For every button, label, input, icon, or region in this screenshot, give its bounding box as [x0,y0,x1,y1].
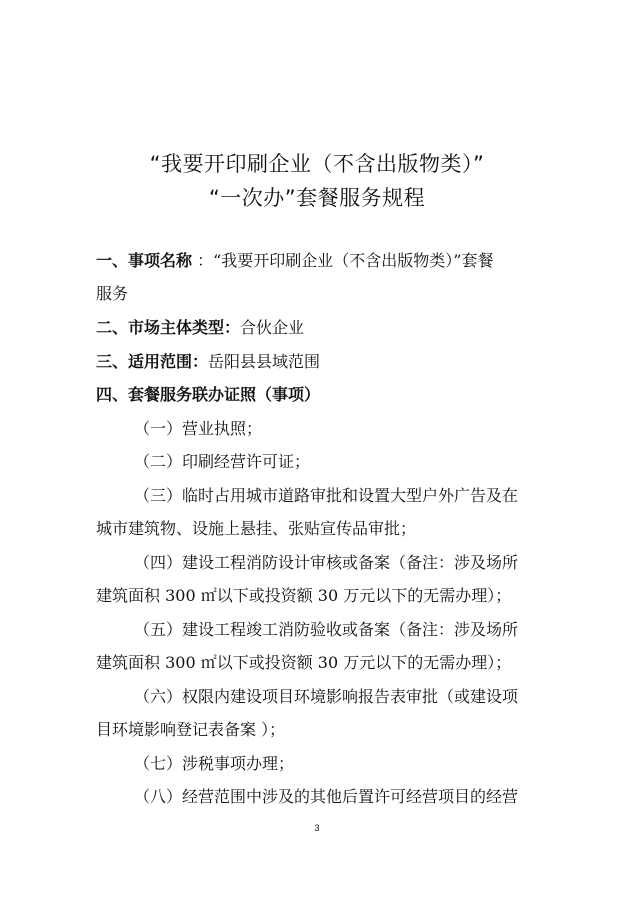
section-1-heading: 一、事项名称 [96,251,193,270]
section-1 [96,251,546,271]
item-8-line-1: （八）经营范围中涉及的其他后置许可经营项目的经营 [134,787,519,806]
item-3-line-2: 城市建筑物、设施上悬挂、张贴宣传品审批； [96,519,417,538]
item-1: （一）营业执照； [134,419,263,438]
section-3-heading: 三、适用范围： [96,352,209,371]
section-1-text: ：“我要开印刷企业（不含出版物类）”套餐 [192,251,494,270]
item-5-line-2: 建筑面积 300 ㎡以下或投资额 30 万元以下的无需办理）； [96,653,512,672]
document-title-line-1: “我要开印刷企业（不含出版物类）” [149,152,485,176]
item-2: （二）印刷经营许可证； [134,452,311,471]
item-6-line-1: （六）权限内建设项目环境影响报告表审批（或建设项 [134,687,519,706]
section-3 [96,352,546,372]
document-title-line-2: “一次办”套餐服务规程 [208,186,426,210]
item-6-line-2: 目环境影响登记表备案 ）； [96,720,286,739]
section-3-text: 岳阳县县域范围 [208,352,321,371]
item-5-line-1: （五）建设工程竣工消防验收或备案（备注：涉及场所 [134,620,519,639]
section-4-heading: 四、套餐服务联办证照（事项） [96,385,321,404]
section-4 [96,385,546,405]
item-3-line-1: （三）临时占用城市道路审批和设置大型户外广告及在 [134,486,519,505]
section-2-text: 合伙企业 [240,318,305,337]
section-2 [96,318,546,338]
page-number: 3 [314,823,320,833]
item-4-line-2: 建筑面积 300 ㎡以下或投资额 30 万元以下的无需办理）； [96,586,512,605]
section-1-continued: 服务 [96,284,129,303]
item-7: （七）涉税事项办理； [134,754,295,773]
item-4-line-1: （四）建设工程消防设计审核或备案（备注：涉及场所 [134,553,519,572]
section-2-heading: 二、市场主体类型： [96,318,241,337]
